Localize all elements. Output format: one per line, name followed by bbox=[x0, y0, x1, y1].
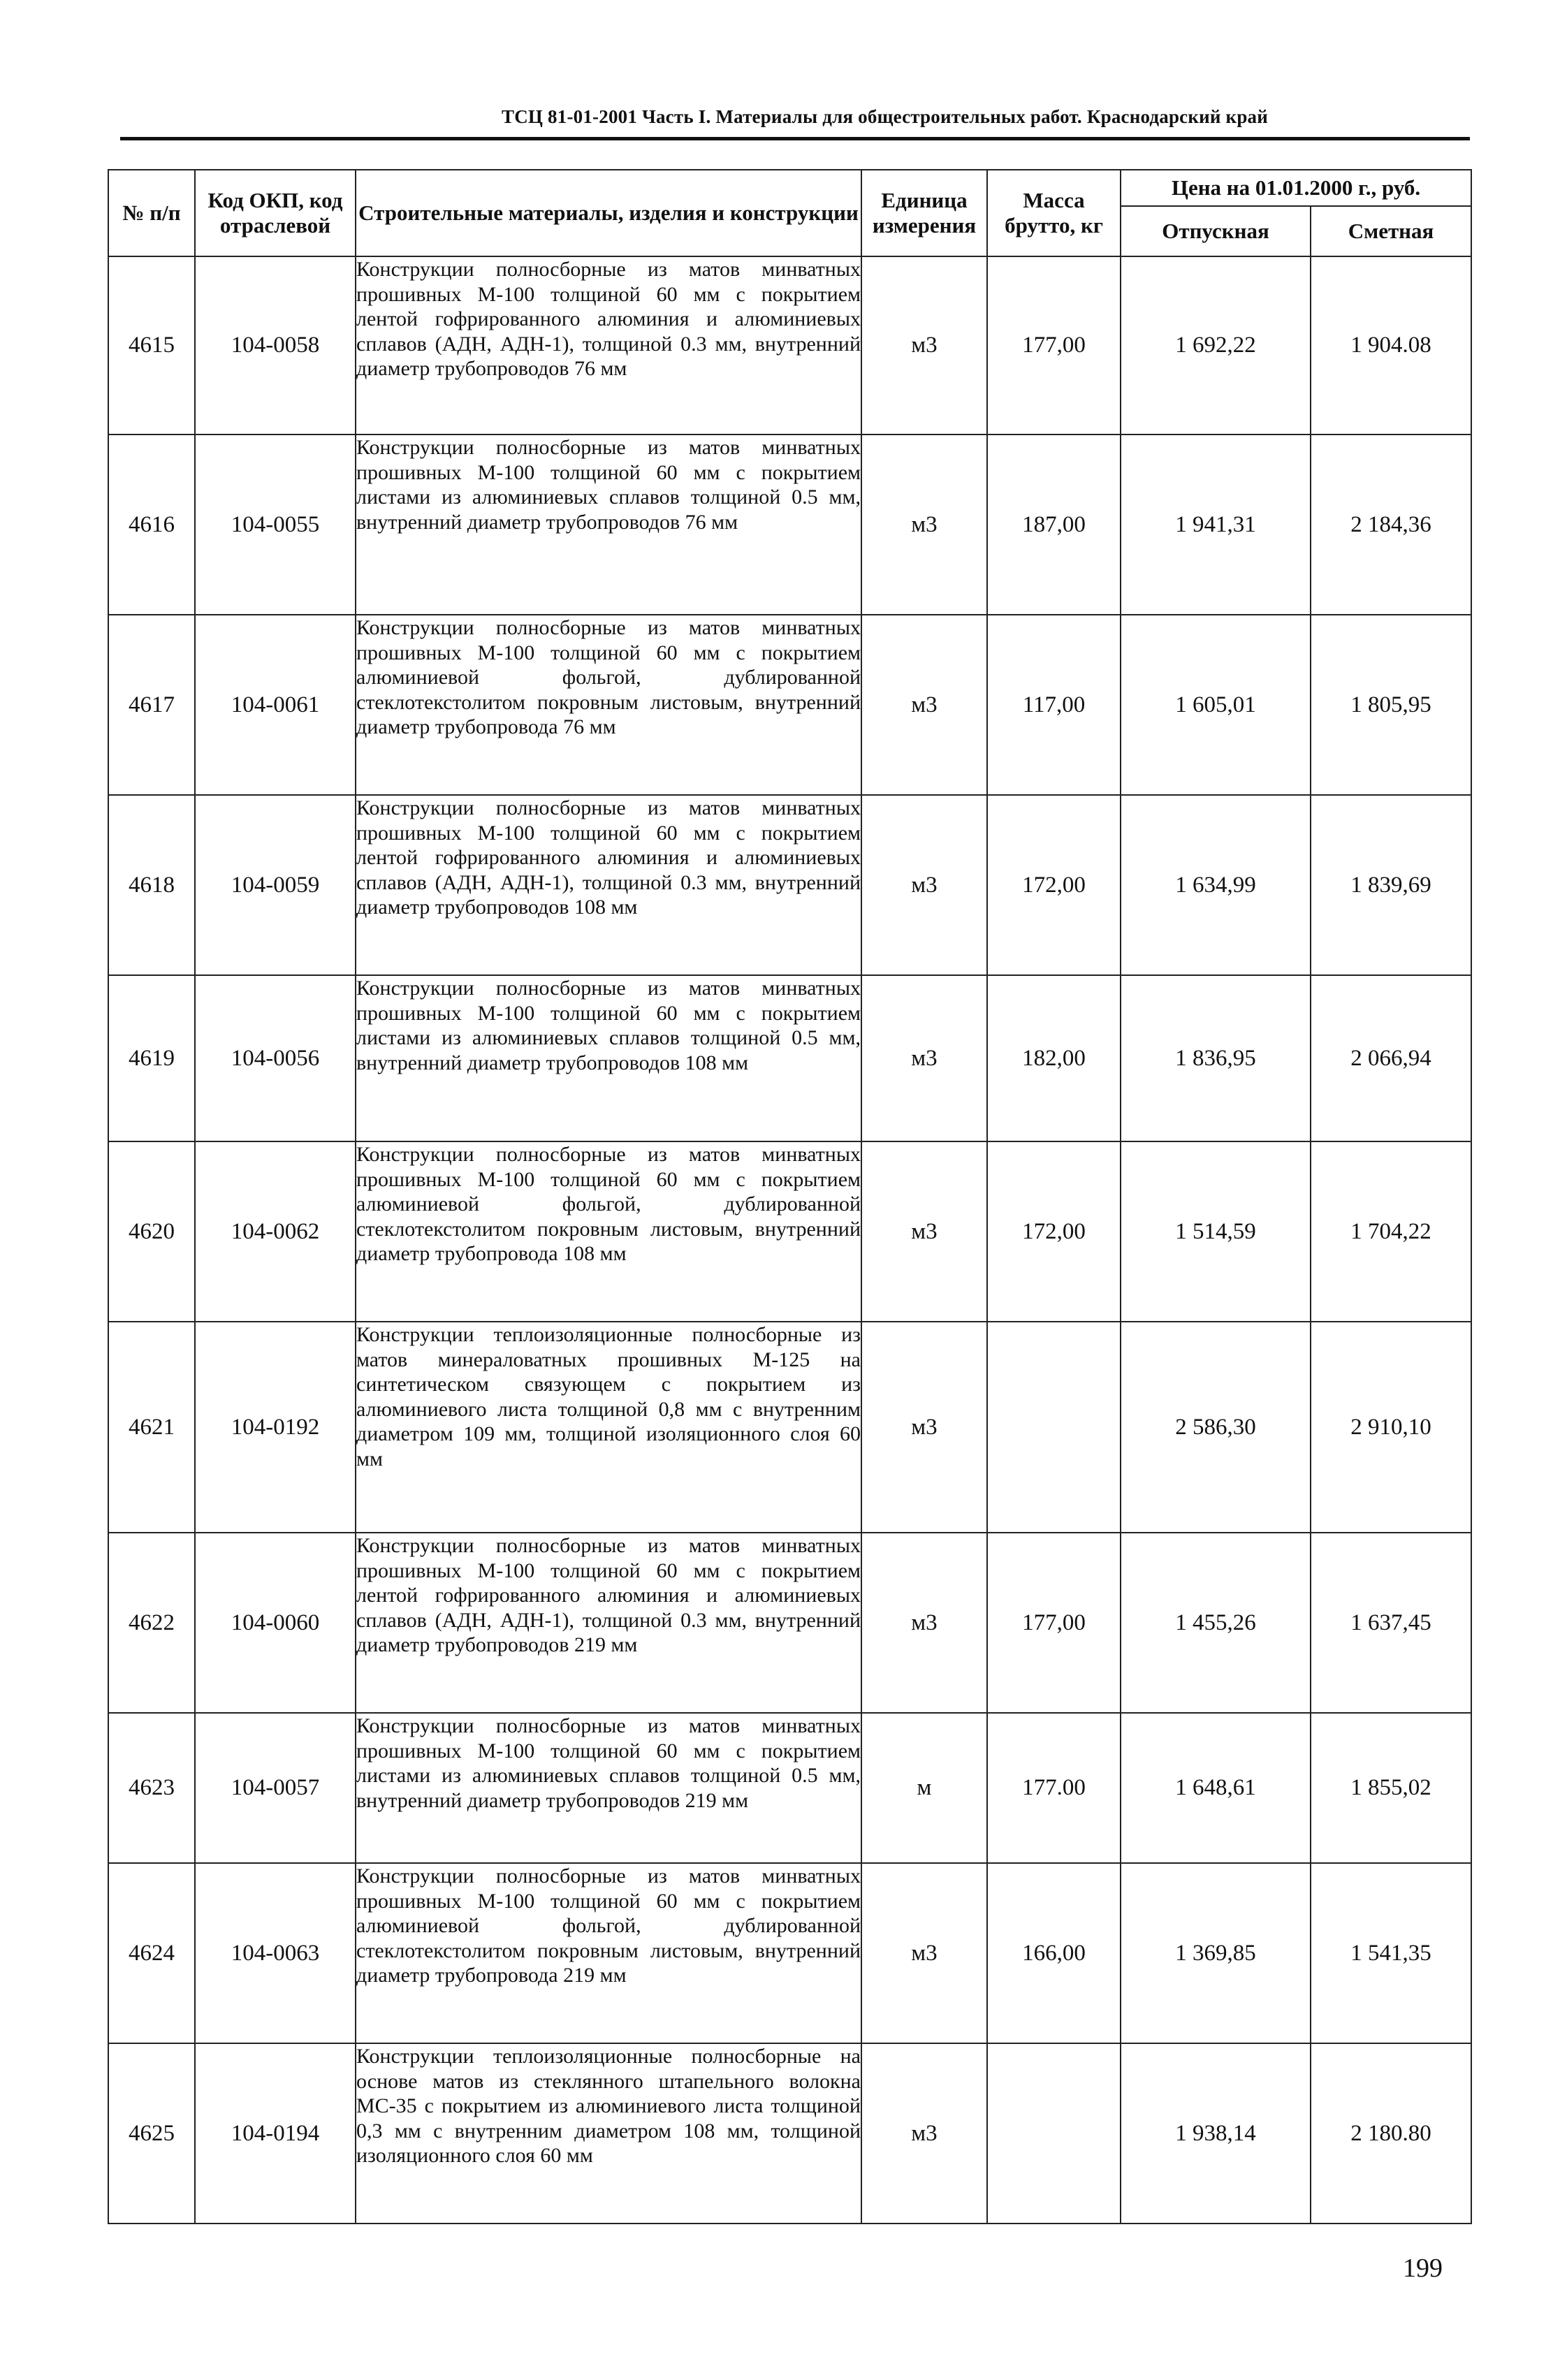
row-price-estimate: 1 855,02 bbox=[1311, 1713, 1471, 1863]
page-number: 199 bbox=[1403, 2254, 1443, 2283]
row-number: 4624 bbox=[108, 1863, 195, 2043]
table-row bbox=[108, 256, 1471, 435]
row-code: 104-0057 bbox=[195, 1713, 356, 1863]
table-body bbox=[108, 256, 1471, 2224]
row-number: 4623 bbox=[108, 1713, 195, 1863]
col-header-mass: Масса брутто, кг bbox=[987, 170, 1121, 256]
row-price-release: 1 648,61 bbox=[1121, 1713, 1311, 1863]
row-price-release: 1 634,99 bbox=[1121, 795, 1311, 975]
row-mass: 172,00 bbox=[987, 1141, 1121, 1322]
document-header: ТСЦ 81-01-2001 Часть I. Материалы для общестроительных работ. Краснодарский край bbox=[502, 106, 1268, 127]
row-unit: м3 bbox=[861, 2043, 987, 2224]
row-price-release: 1 938,14 bbox=[1121, 2043, 1311, 2224]
row-unit: м3 bbox=[861, 1533, 987, 1713]
col-header-name: Строительные материалы, изделия и конструкции bbox=[356, 170, 861, 256]
row-number: 4619 bbox=[108, 975, 195, 1141]
row-number: 4618 bbox=[108, 795, 195, 975]
row-mass: 172,00 bbox=[987, 795, 1121, 975]
row-number: 4616 bbox=[108, 435, 195, 615]
row-price-estimate: 2 184,36 bbox=[1311, 435, 1471, 615]
row-price-release: 2 586,30 bbox=[1121, 1322, 1311, 1533]
row-number: 4622 bbox=[108, 1533, 195, 1713]
row-price-release: 1 692,22 bbox=[1121, 256, 1311, 435]
row-mass: 177,00 bbox=[987, 256, 1121, 435]
row-price-release: 1 605,01 bbox=[1121, 615, 1311, 795]
table-row bbox=[108, 435, 1471, 615]
row-description: Конструкции полносборные из матов минватных прошивных М-100 толщиной 60 мм с покрытием лентой гофрированного алюминия и алюминиевых сплавов (АДН, АДН-1), толщиной 0.3 мм, внутренний диаметр трубопроводов 108 мм bbox=[356, 795, 861, 975]
row-code: 104-0058 bbox=[195, 256, 356, 435]
row-unit: м3 bbox=[861, 615, 987, 795]
row-price-release: 1 941,31 bbox=[1121, 435, 1311, 615]
row-description: Конструкции полносборные из матов минватных прошивных М-100 толщиной 60 мм с покрытием алюминиевой фольгой, дублированной стеклотекстолитом покровным листовым, внутренний диаметр трубопровода 219 мм bbox=[356, 1863, 861, 2043]
col-header-num: № п/п bbox=[108, 170, 195, 256]
row-code: 104-0063 bbox=[195, 1863, 356, 2043]
row-price-estimate: 2 066,94 bbox=[1311, 975, 1471, 1141]
row-number: 4620 bbox=[108, 1141, 195, 1322]
row-description: Конструкции полносборные из матов минватных прошивных М-100 толщиной 60 мм с покрытием лентой гофрированного алюминия и алюминиевых сплавов (АДН, АДН-1), толщиной 0.3 мм, внутренний диаметр трубопроводов 219 мм bbox=[356, 1533, 861, 1713]
row-price-estimate: 1 839,69 bbox=[1311, 795, 1471, 975]
row-unit: м bbox=[861, 1713, 987, 1863]
row-description: Конструкции теплоизоляционные полносборные из матов минераловатных прошивных М-125 на синтетическом связующем с покрытием из алюминиевого листа толщиной 0,8 мм с внутренним диаметром 109 мм, толщиной изоляционного слоя 60 мм bbox=[356, 1322, 861, 1533]
row-mass: 187,00 bbox=[987, 435, 1121, 615]
row-code: 104-0192 bbox=[195, 1322, 356, 1533]
row-price-estimate: 2 180.80 bbox=[1311, 2043, 1471, 2224]
row-code: 104-0194 bbox=[195, 2043, 356, 2224]
price-table bbox=[108, 169, 1472, 2224]
row-number: 4615 bbox=[108, 256, 195, 435]
table-row bbox=[108, 1533, 1471, 1713]
row-code: 104-0060 bbox=[195, 1533, 356, 1713]
table-row bbox=[108, 975, 1471, 1141]
row-mass bbox=[987, 1322, 1121, 1533]
col-header-price-group: Цена на 01.01.2000 г., руб. bbox=[1121, 170, 1471, 206]
row-description: Конструкции полносборные из матов минватных прошивных М-100 толщиной 60 мм с покрытием листами из алюминиевых сплавов толщиной 0.5 мм, внутренний диаметр трубопроводов 108 мм bbox=[356, 975, 861, 1141]
row-unit: м3 bbox=[861, 435, 987, 615]
row-price-release: 1 455,26 bbox=[1121, 1533, 1311, 1713]
row-mass bbox=[987, 2043, 1121, 2224]
row-code: 104-0062 bbox=[195, 1141, 356, 1322]
row-mass: 177.00 bbox=[987, 1713, 1121, 1863]
row-code: 104-0061 bbox=[195, 615, 356, 795]
row-mass: 182,00 bbox=[987, 975, 1121, 1141]
col-header-code: Код ОКП, код отраслевой bbox=[195, 170, 356, 256]
row-description: Конструкции полносборные из матов минватных прошивных М-100 толщиной 60 мм с покрытием лентой гофрированного алюминия и алюминиевых сплавов (АДН, АДН-1), толщиной 0.3 мм, внутренний диаметр трубопроводов 76 мм bbox=[356, 256, 861, 435]
row-description: Конструкции полносборные из матов минватных прошивных М-100 толщиной 60 мм с покрытием листами из алюминиевых сплавов толщиной 0.5 мм, внутренний диаметр трубопроводов 76 мм bbox=[356, 435, 861, 615]
row-unit: м3 bbox=[861, 1863, 987, 2043]
row-price-release: 1 836,95 bbox=[1121, 975, 1311, 1141]
table-row bbox=[108, 1863, 1471, 2043]
table-row bbox=[108, 2043, 1471, 2224]
row-unit: м3 bbox=[861, 1322, 987, 1533]
row-unit: м3 bbox=[861, 975, 987, 1141]
row-mass: 177,00 bbox=[987, 1533, 1121, 1713]
col-header-unit: Единица измерения bbox=[861, 170, 987, 256]
row-code: 104-0056 bbox=[195, 975, 356, 1141]
row-price-estimate: 2 910,10 bbox=[1311, 1322, 1471, 1533]
row-price-release: 1 514,59 bbox=[1121, 1141, 1311, 1322]
table-row bbox=[108, 615, 1471, 795]
table-row bbox=[108, 1713, 1471, 1863]
row-code: 104-0055 bbox=[195, 435, 356, 615]
row-unit: м3 bbox=[861, 1141, 987, 1322]
row-price-release: 1 369,85 bbox=[1121, 1863, 1311, 2043]
row-mass: 166,00 bbox=[987, 1863, 1121, 2043]
row-mass: 117,00 bbox=[987, 615, 1121, 795]
table-row bbox=[108, 795, 1471, 975]
header-rule bbox=[120, 137, 1470, 140]
row-price-estimate: 1 541,35 bbox=[1311, 1863, 1471, 2043]
row-description: Конструкции полносборные из матов минватных прошивных М-100 толщиной 60 мм с покрытием листами из алюминиевых сплавов толщиной 0.5 мм, внутренний диаметр трубопроводов 219 мм bbox=[356, 1713, 861, 1863]
row-price-estimate: 1 805,95 bbox=[1311, 615, 1471, 795]
row-price-estimate: 1 704,22 bbox=[1311, 1141, 1471, 1322]
col-header-price-estimate: Сметная bbox=[1311, 206, 1471, 256]
row-description: Конструкции полносборные из матов минватных прошивных М-100 толщиной 60 мм с покрытием алюминиевой фольгой, дублированной стеклотекстолитом покровным листовым, внутренний диаметр трубопровода 108 мм bbox=[356, 1141, 861, 1322]
row-description: Конструкции полносборные из матов минватных прошивных М-100 толщиной 60 мм с покрытием алюминиевой фольгой, дублированной стеклотекстолитом покровным листовым, внутренний диаметр трубопровода 76 мм bbox=[356, 615, 861, 795]
row-price-estimate: 1 904.08 bbox=[1311, 256, 1471, 435]
col-header-price-release: Отпускная bbox=[1121, 206, 1311, 256]
row-number: 4617 bbox=[108, 615, 195, 795]
row-code: 104-0059 bbox=[195, 795, 356, 975]
row-number: 4625 bbox=[108, 2043, 195, 2224]
row-unit: м3 bbox=[861, 256, 987, 435]
table-row bbox=[108, 1141, 1471, 1322]
row-price-estimate: 1 637,45 bbox=[1311, 1533, 1471, 1713]
row-unit: м3 bbox=[861, 795, 987, 975]
row-number: 4621 bbox=[108, 1322, 195, 1533]
table-row bbox=[108, 1322, 1471, 1533]
row-description: Конструкции теплоизоляционные полносборные на основе матов из стеклянного штапельного волокна МС-35 с покрытием из алюминиевого листа толщиной 0,3 мм с внутренним диаметром 108 мм, толщиной изоляционного слоя 60 мм bbox=[356, 2043, 861, 2224]
